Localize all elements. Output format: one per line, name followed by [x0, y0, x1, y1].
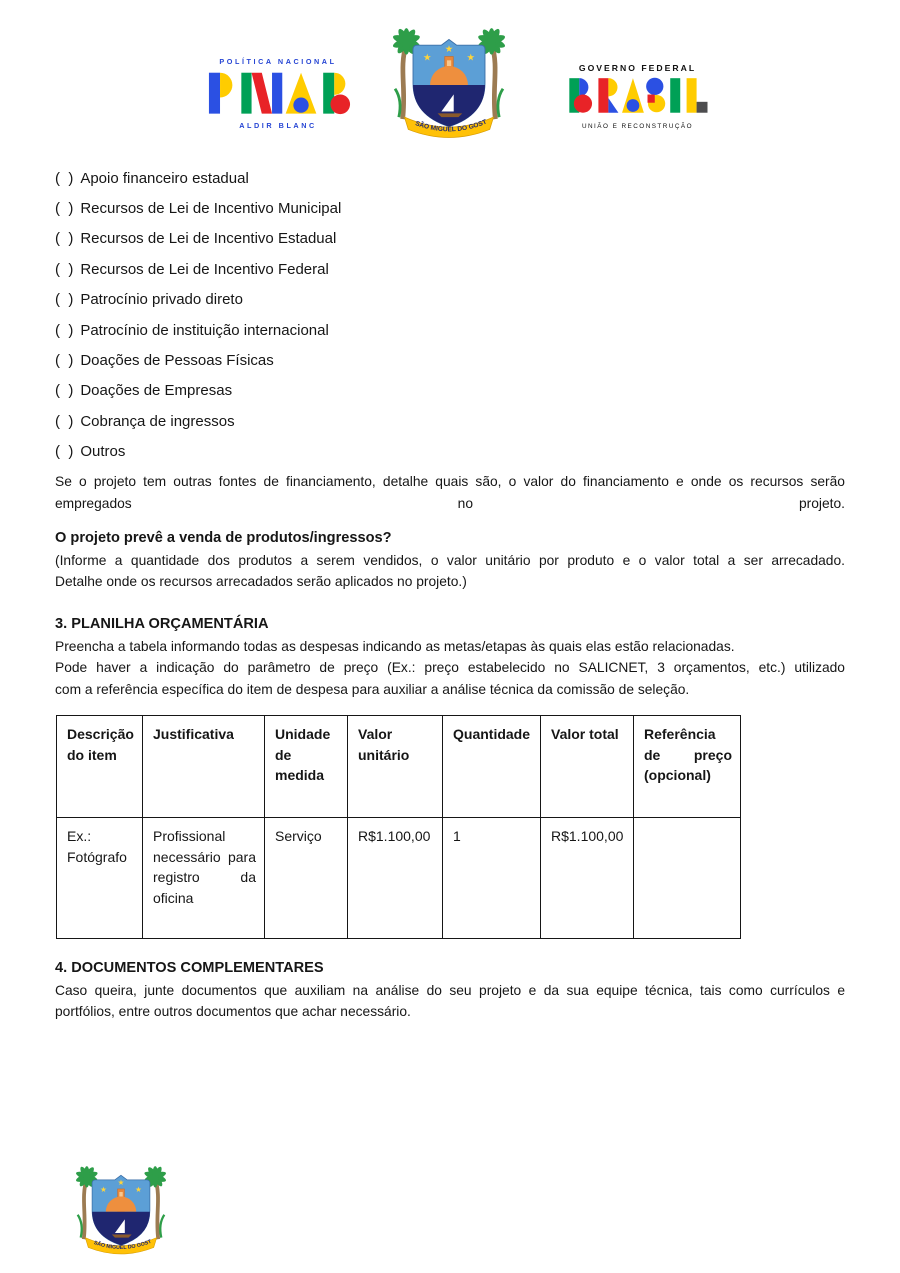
checkbox-option [55, 193, 655, 223]
pnab-logo-graphic [197, 53, 359, 147]
sales-question-title: O projeto prevê a venda de produtos/ingressos? [55, 530, 392, 546]
documents-section [55, 958, 845, 1023]
budget-section-title: 3. PLANILHA ORÇAMENTÁRIA [55, 616, 269, 632]
checkbox-label: Recursos de Lei de Incentivo Federal [80, 260, 329, 278]
budget-intro-line-2: Pode haver a indicação do parâmetro de preço (Ex.: preço estabelecido no SALICNET, 3 orçamentos, etc.) utilizado [55, 660, 845, 675]
checkbox-option [55, 345, 655, 375]
checkbox-marker: ( ) [55, 291, 74, 309]
budget-table-header-row [57, 716, 741, 818]
checkbox-option [55, 285, 655, 315]
sales-question-block [55, 528, 845, 593]
col-header-valor-total: Valor total [541, 716, 634, 818]
note-word: no [457, 495, 474, 511]
checkbox-marker: ( ) [55, 443, 74, 461]
col-header-justificativa: Justificativa [143, 716, 265, 818]
funding-sources-list [55, 163, 655, 467]
checkbox-option [55, 254, 655, 284]
sales-question-line-1: (Informe a quantidade dos produtos a serem vendidos, o valor unitário por produto e o valor total a ser arrecadado. [55, 552, 845, 568]
budget-table-example-row [57, 818, 741, 939]
checkbox-option [55, 315, 655, 345]
budget-table-wrapper [56, 715, 741, 939]
documents-line-1: Caso queira, junte documentos que auxiliam na análise do seu projeto e da sua equipe técnica, tais como currículos e [55, 982, 845, 998]
checkbox-option [55, 224, 655, 254]
checkbox-option [55, 376, 655, 406]
gov-federal-logo [560, 60, 715, 145]
cell-referencia [634, 818, 741, 939]
other-sources-note [55, 471, 845, 514]
gov-eyebrow: GOVERNO FEDERAL [578, 62, 697, 73]
pnab-eyebrow: POLÍTICA NACIONAL [219, 57, 337, 67]
checkbox-option [55, 437, 655, 467]
pnab-letters [209, 73, 350, 114]
note-word: projeto. [798, 495, 845, 511]
municipal-crest-footer [64, 1164, 178, 1263]
col-header-referencia: Referência de preço (opcional) [634, 716, 741, 818]
col-header-valor-unitario: Valor unitário [348, 716, 443, 818]
cell-descricao: Ex.: Fotógrafo [57, 818, 143, 939]
checkbox-label: Recursos de Lei de Incentivo Estadual [80, 230, 337, 248]
checkbox-label: Outros [80, 443, 126, 461]
cell-quantidade: 1 [443, 818, 541, 939]
note-line-1: Se o projeto tem outras fontes de financiamento, detalhe quais são, o valor do financiamento e onde os recursos serão [55, 474, 845, 489]
checkbox-marker: ( ) [55, 352, 74, 370]
checkbox-label: Doações de Empresas [80, 382, 233, 400]
checkbox-label: Patrocínio privado direto [80, 291, 243, 309]
cell-justificativa: Profissional necessário para registro da oficina [143, 818, 265, 939]
col-header-descricao: Descrição do item [57, 716, 143, 818]
gov-caption: UNIÃO E RECONSTRUÇÃO [581, 123, 694, 131]
budget-intro-line-3: com a referência específica do item de despesa para auxiliar a análise técnica da comissão de seleção. [55, 681, 690, 697]
checkbox-marker: ( ) [55, 200, 74, 218]
col-header-unidade: Unidade de medida [265, 716, 348, 818]
budget-intro-line-1: Preencha a tabela informando todas as despesas indicando as metas/etapas às quais elas estão relacionadas. [55, 638, 735, 654]
brasil-letters [569, 78, 707, 113]
cell-valor-unitario: R$1.100,00 [348, 818, 443, 939]
checkbox-marker: ( ) [55, 230, 74, 248]
checkbox-label: Patrocínio de instituição internacional [80, 321, 329, 339]
note-line-2 [55, 493, 845, 515]
documents-section-title: 4. DOCUMENTOS COMPLEMENTARES [55, 960, 324, 976]
note-word: empregados [55, 495, 132, 511]
pnab-caption: ALDIR BLANC [239, 121, 317, 131]
checkbox-label: Cobrança de ingressos [80, 412, 235, 430]
checkbox-marker: ( ) [55, 321, 74, 339]
checkbox-label: Recursos de Lei de Incentivo Municipal [80, 200, 342, 218]
checkbox-label: Doações de Pessoas Físicas [80, 352, 274, 370]
checkbox-marker: ( ) [55, 260, 74, 278]
municipal-crest-header [378, 26, 520, 147]
budget-section [55, 614, 845, 700]
col-header-quantidade: Quantidade [443, 716, 541, 818]
checkbox-marker: ( ) [55, 412, 74, 430]
budget-table [56, 715, 741, 939]
checkbox-option [55, 163, 655, 193]
cell-valor-total: R$1.100,00 [541, 818, 634, 939]
gov-logo-graphic [560, 60, 715, 140]
checkbox-label: Apoio financeiro estadual [80, 169, 249, 187]
cell-unidade: Serviço [265, 818, 348, 939]
pnab-logo [197, 53, 359, 152]
checkbox-marker: ( ) [55, 382, 74, 400]
checkbox-marker: ( ) [55, 169, 74, 187]
sales-question-line-2: Detalhe onde os recursos arrecadados serão aplicados no projeto.) [55, 574, 467, 589]
checkbox-option [55, 406, 655, 436]
documents-line-2: portfólios, entre outros documentos que achar necessário. [55, 1004, 411, 1019]
